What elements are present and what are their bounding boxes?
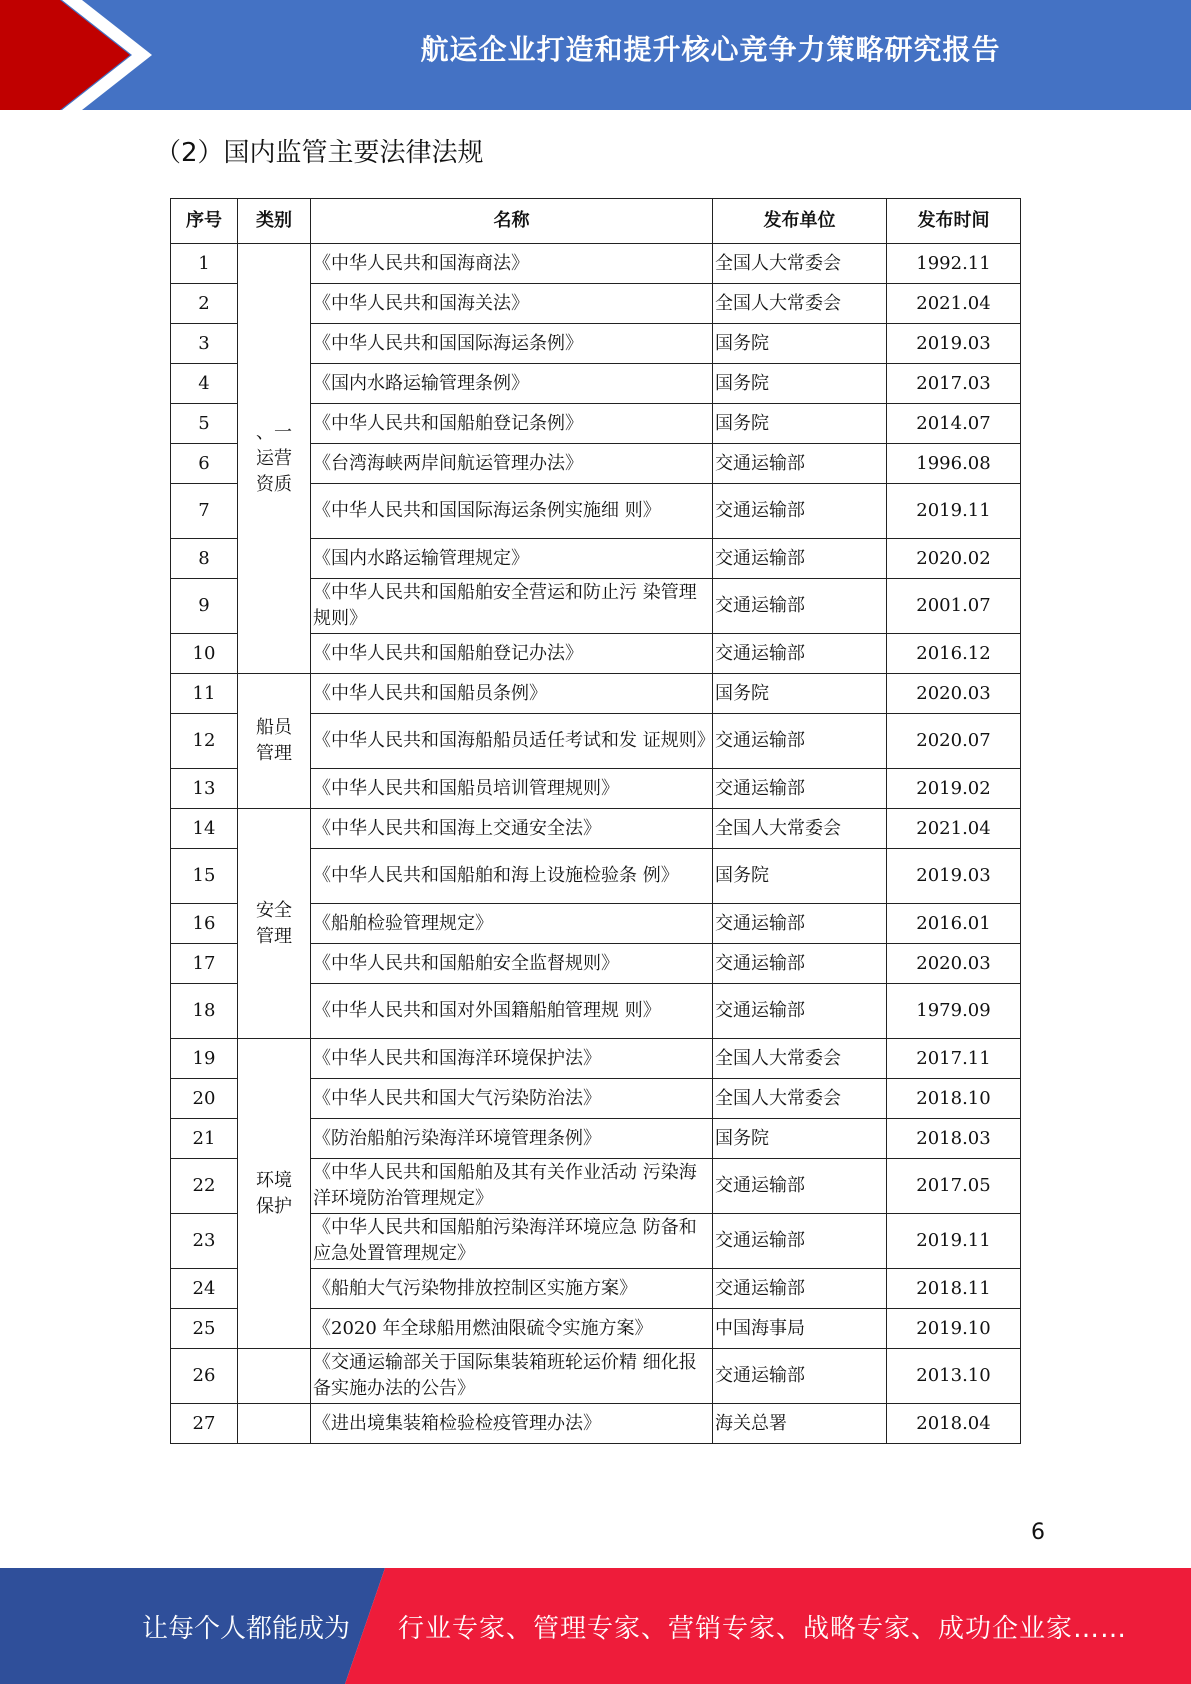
row-number: 8	[171, 539, 238, 579]
issue-date: 2018.10	[887, 1079, 1021, 1119]
row-number: 12	[171, 714, 238, 769]
footer-bar	[0, 1568, 1191, 1684]
regulation-name: 《中华人民共和国对外国籍船舶管理规 则》	[311, 984, 713, 1039]
row-number: 24	[171, 1269, 238, 1309]
row-number: 13	[171, 769, 238, 809]
regulation-name: 《中华人民共和国船舶登记条例》	[311, 404, 713, 444]
issuing-authority: 交通运输部	[713, 944, 887, 984]
regulation-name: 《中华人民共和国大气污染防治法》	[311, 1079, 713, 1119]
table-row	[171, 809, 1021, 849]
issuing-authority: 国务院	[713, 364, 887, 404]
issuing-authority: 中国海事局	[713, 1309, 887, 1349]
category-label-line: 运营	[256, 447, 292, 469]
regulation-name: 《中华人民共和国海洋环境保护法》	[311, 1039, 713, 1079]
row-number: 5	[171, 404, 238, 444]
row-number: 18	[171, 984, 238, 1039]
issuing-authority: 交通运输部	[713, 579, 887, 634]
category-label-line: 管理	[256, 743, 292, 764]
issue-date: 1992.11	[887, 244, 1021, 284]
category-label-line: 、一	[256, 421, 292, 443]
table-row	[171, 1349, 1021, 1404]
issuing-authority: 交通运输部	[713, 714, 887, 769]
row-number: 10	[171, 634, 238, 674]
issue-date: 2020.07	[887, 714, 1021, 769]
issue-date: 2018.11	[887, 1269, 1021, 1309]
issuing-authority: 全国人大常委会	[713, 809, 887, 849]
regulation-name: 《中华人民共和国船舶和海上设施检验条 例》	[311, 849, 713, 904]
issuing-authority: 全国人大常委会	[713, 1079, 887, 1119]
issue-date: 2019.03	[887, 849, 1021, 904]
regulation-name: 《中华人民共和国海船船员适任考试和发 证规则》	[311, 714, 713, 769]
issue-date: 2017.11	[887, 1039, 1021, 1079]
issue-date: 2021.04	[887, 284, 1021, 324]
regulation-name: 《中华人民共和国海上交通安全法》	[311, 809, 713, 849]
issue-date: 2001.07	[887, 579, 1021, 634]
category-label-line: 环境	[256, 1169, 292, 1191]
issuing-authority: 国务院	[713, 674, 887, 714]
regulation-name: 《中华人民共和国船舶安全监督规则》	[311, 944, 713, 984]
issuing-authority: 交通运输部	[713, 984, 887, 1039]
regulation-name: 《中华人民共和国船员条例》	[311, 674, 713, 714]
category-cell	[238, 1404, 311, 1444]
row-number: 2	[171, 284, 238, 324]
issuing-authority: 交通运输部	[713, 904, 887, 944]
issue-date: 2017.03	[887, 364, 1021, 404]
regulation-name: 《中华人民共和国国际海运条例》	[311, 324, 713, 364]
issue-date: 2020.03	[887, 674, 1021, 714]
issuing-authority: 全国人大常委会	[713, 1039, 887, 1079]
issuing-authority: 国务院	[713, 404, 887, 444]
row-number: 6	[171, 444, 238, 484]
category-label-line: 资质	[256, 473, 292, 495]
header-cell-date: 发布时间	[887, 199, 1021, 244]
header-cell-issuer: 发布单位	[713, 199, 887, 244]
category-cell	[238, 1039, 311, 1349]
issue-date: 2017.05	[887, 1159, 1021, 1214]
table-body	[171, 244, 1021, 1444]
issuing-authority: 交通运输部	[713, 769, 887, 809]
row-number: 23	[171, 1214, 238, 1269]
category-label-line: 船员	[256, 717, 292, 738]
category-label-line: 安全	[256, 899, 292, 921]
issue-date: 2020.02	[887, 539, 1021, 579]
regulation-name: 《台湾海峡两岸间航运管理办法》	[311, 444, 713, 484]
issuing-authority: 交通运输部	[713, 1214, 887, 1269]
regulation-name: 《进出境集装箱检验检疫管理办法》	[311, 1404, 713, 1444]
row-number: 17	[171, 944, 238, 984]
regulation-name: 《中华人民共和国船员培训管理规则》	[311, 769, 713, 809]
issuing-authority: 国务院	[713, 849, 887, 904]
issue-date: 2014.07	[887, 404, 1021, 444]
footer-slogan-right: 行业专家、管理专家、营销专家、战略专家、成功企业家……	[398, 1614, 1128, 1644]
regulation-name: 《交通运输部关于国际集装箱班轮运价精 细化报备实施办法的公告》	[311, 1349, 713, 1404]
issuing-authority: 海关总署	[713, 1404, 887, 1444]
issuing-authority: 交通运输部	[713, 444, 887, 484]
issue-date: 2019.03	[887, 324, 1021, 364]
table-row	[171, 1404, 1021, 1444]
regulation-name: 《国内水路运输管理规定》	[311, 539, 713, 579]
regulation-name: 《2020 年全球船用燃油限硫令实施方案》	[311, 1309, 713, 1349]
issuing-authority: 国务院	[713, 324, 887, 364]
issuing-authority: 交通运输部	[713, 484, 887, 539]
regulation-name: 《船舶大气污染物排放控制区实施方案》	[311, 1269, 713, 1309]
footer-slogan-left: 让每个人都能成为	[142, 1614, 351, 1644]
issue-date: 2019.02	[887, 769, 1021, 809]
issuing-authority: 全国人大常委会	[713, 244, 887, 284]
issue-date: 2019.11	[887, 1214, 1021, 1269]
issue-date: 2020.03	[887, 944, 1021, 984]
issuing-authority: 交通运输部	[713, 1269, 887, 1309]
row-number: 27	[171, 1404, 238, 1444]
category-label-line: 管理	[256, 925, 292, 947]
row-number: 3	[171, 324, 238, 364]
row-number: 21	[171, 1119, 238, 1159]
category-cell	[238, 244, 311, 674]
issue-date: 2013.10	[887, 1349, 1021, 1404]
issuing-authority: 交通运输部	[713, 1159, 887, 1214]
row-number: 7	[171, 484, 238, 539]
regulations-table	[170, 198, 1021, 1444]
header-title: 航运企业打造和提升核心竞争力策略研究报告	[420, 33, 1001, 66]
row-number: 11	[171, 674, 238, 714]
row-number: 26	[171, 1349, 238, 1404]
regulation-name: 《中华人民共和国海商法》	[311, 244, 713, 284]
category-cell	[238, 674, 311, 809]
page-number: 6	[1031, 1520, 1045, 1545]
row-number: 22	[171, 1159, 238, 1214]
issue-date: 2016.12	[887, 634, 1021, 674]
table-row	[171, 244, 1021, 284]
regulation-name: 《船舶检验管理规定》	[311, 904, 713, 944]
row-number: 14	[171, 809, 238, 849]
regulation-name: 《中华人民共和国船舶安全营运和防止污 染管理规则》	[311, 579, 713, 634]
issue-date: 2018.03	[887, 1119, 1021, 1159]
row-number: 4	[171, 364, 238, 404]
regulation-name: 《防治船舶污染海洋环境管理条例》	[311, 1119, 713, 1159]
header-cell-no: 序号	[171, 199, 238, 244]
row-number: 16	[171, 904, 238, 944]
row-number: 15	[171, 849, 238, 904]
issuing-authority: 交通运输部	[713, 634, 887, 674]
row-number: 19	[171, 1039, 238, 1079]
row-number: 25	[171, 1309, 238, 1349]
issuing-authority: 全国人大常委会	[713, 284, 887, 324]
issuing-authority: 国务院	[713, 1119, 887, 1159]
issue-date: 2019.10	[887, 1309, 1021, 1349]
section-title: （2）国内监管主要法律法规	[155, 138, 484, 168]
row-number: 20	[171, 1079, 238, 1119]
row-number: 1	[171, 244, 238, 284]
issue-date: 2021.04	[887, 809, 1021, 849]
table-row	[171, 1039, 1021, 1079]
regulation-name: 《国内水路运输管理条例》	[311, 364, 713, 404]
header-cell-category: 类别	[238, 199, 311, 244]
issue-date: 2018.04	[887, 1404, 1021, 1444]
table-header-row	[171, 199, 1021, 244]
table-row	[171, 674, 1021, 714]
regulation-name: 《中华人民共和国国际海运条例实施细 则》	[311, 484, 713, 539]
issue-date: 1979.09	[887, 984, 1021, 1039]
category-cell	[238, 809, 311, 1039]
header-bar	[0, 0, 1191, 110]
header-cell-name: 名称	[311, 199, 713, 244]
issue-date: 1996.08	[887, 444, 1021, 484]
regulation-name: 《中华人民共和国海关法》	[311, 284, 713, 324]
regulation-name: 《中华人民共和国船舶污染海洋环境应急 防备和应急处置管理规定》	[311, 1214, 713, 1269]
regulation-name: 《中华人民共和国船舶及其有关作业活动 污染海洋环境防治管理规定》	[311, 1159, 713, 1214]
category-cell	[238, 1349, 311, 1404]
issue-date: 2016.01	[887, 904, 1021, 944]
issuing-authority: 交通运输部	[713, 539, 887, 579]
category-label-line: 保护	[256, 1195, 292, 1217]
row-number: 9	[171, 579, 238, 634]
regulation-name: 《中华人民共和国船舶登记办法》	[311, 634, 713, 674]
issue-date: 2019.11	[887, 484, 1021, 539]
issuing-authority: 交通运输部	[713, 1349, 887, 1404]
